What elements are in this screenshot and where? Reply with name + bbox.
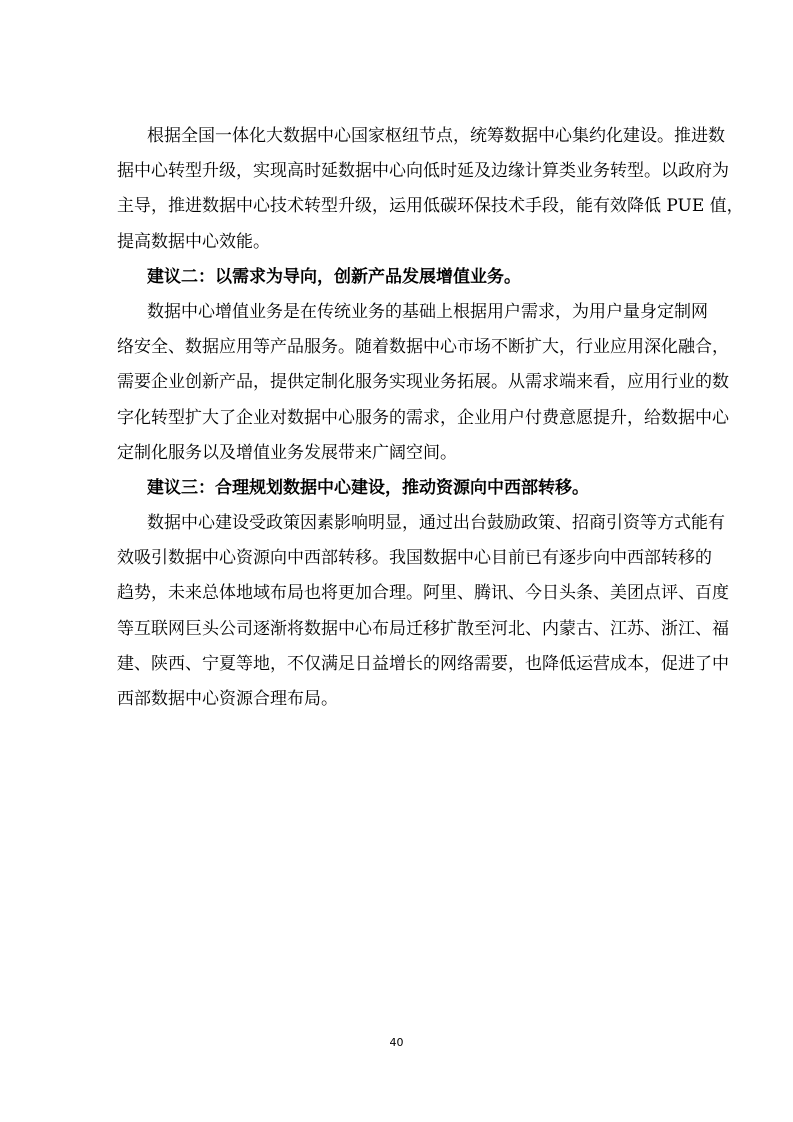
paragraph-line: 西部数据中心资源合理布局。 xyxy=(117,689,338,709)
paragraph-line: 数据中心增值业务是在传统业务的基础上根据用户需求，为用户量身定制网 xyxy=(147,301,708,322)
paragraph-line: 字化转型扩大了企业对数据中心服务的需求，企业用户付费意愿提升，给数据中心 xyxy=(117,407,729,428)
paragraph-line: 效吸引数据中心资源向中西部转移。我国数据中心目前已有逐步向中西部转移的 xyxy=(117,548,712,569)
paragraph-3 xyxy=(117,506,729,717)
section-heading-3: 建议三：合理规划数据中心建设，推动资源向中西部转移。 xyxy=(147,477,589,498)
paragraph-line: 定制化服务以及增值业务发展带来广阔空间。 xyxy=(117,442,457,463)
page-body xyxy=(117,119,744,717)
paragraph-line: 据中心转型升级，实现高时延数据中心向低时延及边缘计算类业务转型。以政府为 xyxy=(117,161,729,182)
paragraph-1 xyxy=(117,119,744,260)
section-heading-2: 建议二：以需求为导向，创新产品发展增值业务。 xyxy=(147,266,521,287)
page-number: 40 xyxy=(389,1036,404,1049)
paragraph-line: 需要企业创新产品，提供定制化服务实现业务拓展。从需求端来看，应用行业的数 xyxy=(117,372,729,393)
paragraph-line: 主导，推进数据中心技术转型升级，运用低碳环保技术手段，能有效降低 PUE 值， xyxy=(117,196,744,217)
paragraph-line: 等互联网巨头公司逐渐将数据中心布局迁移扩散至河北、内蒙古、江苏、浙江、福 xyxy=(117,618,729,639)
paragraph-line: 数据中心建设受政策因素影响明显，通过出台鼓励政策、招商引资等方式能有 xyxy=(147,513,725,534)
paragraph-line: 建、陕西、宁夏等地，不仅满足日益增长的网络需要，也降低运营成本，促进了中 xyxy=(117,653,729,674)
paragraph-line: 趋势，未来总体地域布局也将更加合理。阿里、腾讯、今日头条、美团点评、百度 xyxy=(117,583,729,604)
paragraph-line: 提高数据中心效能。 xyxy=(117,231,270,252)
paragraph-2 xyxy=(117,295,729,471)
paragraph-line: 根据全国一体化大数据中心国家枢纽节点，统筹数据中心集约化建设。推进数 xyxy=(147,126,725,146)
paragraph-line: 络安全、数据应用等产品服务。随着数据中心市场不断扩大，行业应用深化融合， xyxy=(117,337,729,358)
